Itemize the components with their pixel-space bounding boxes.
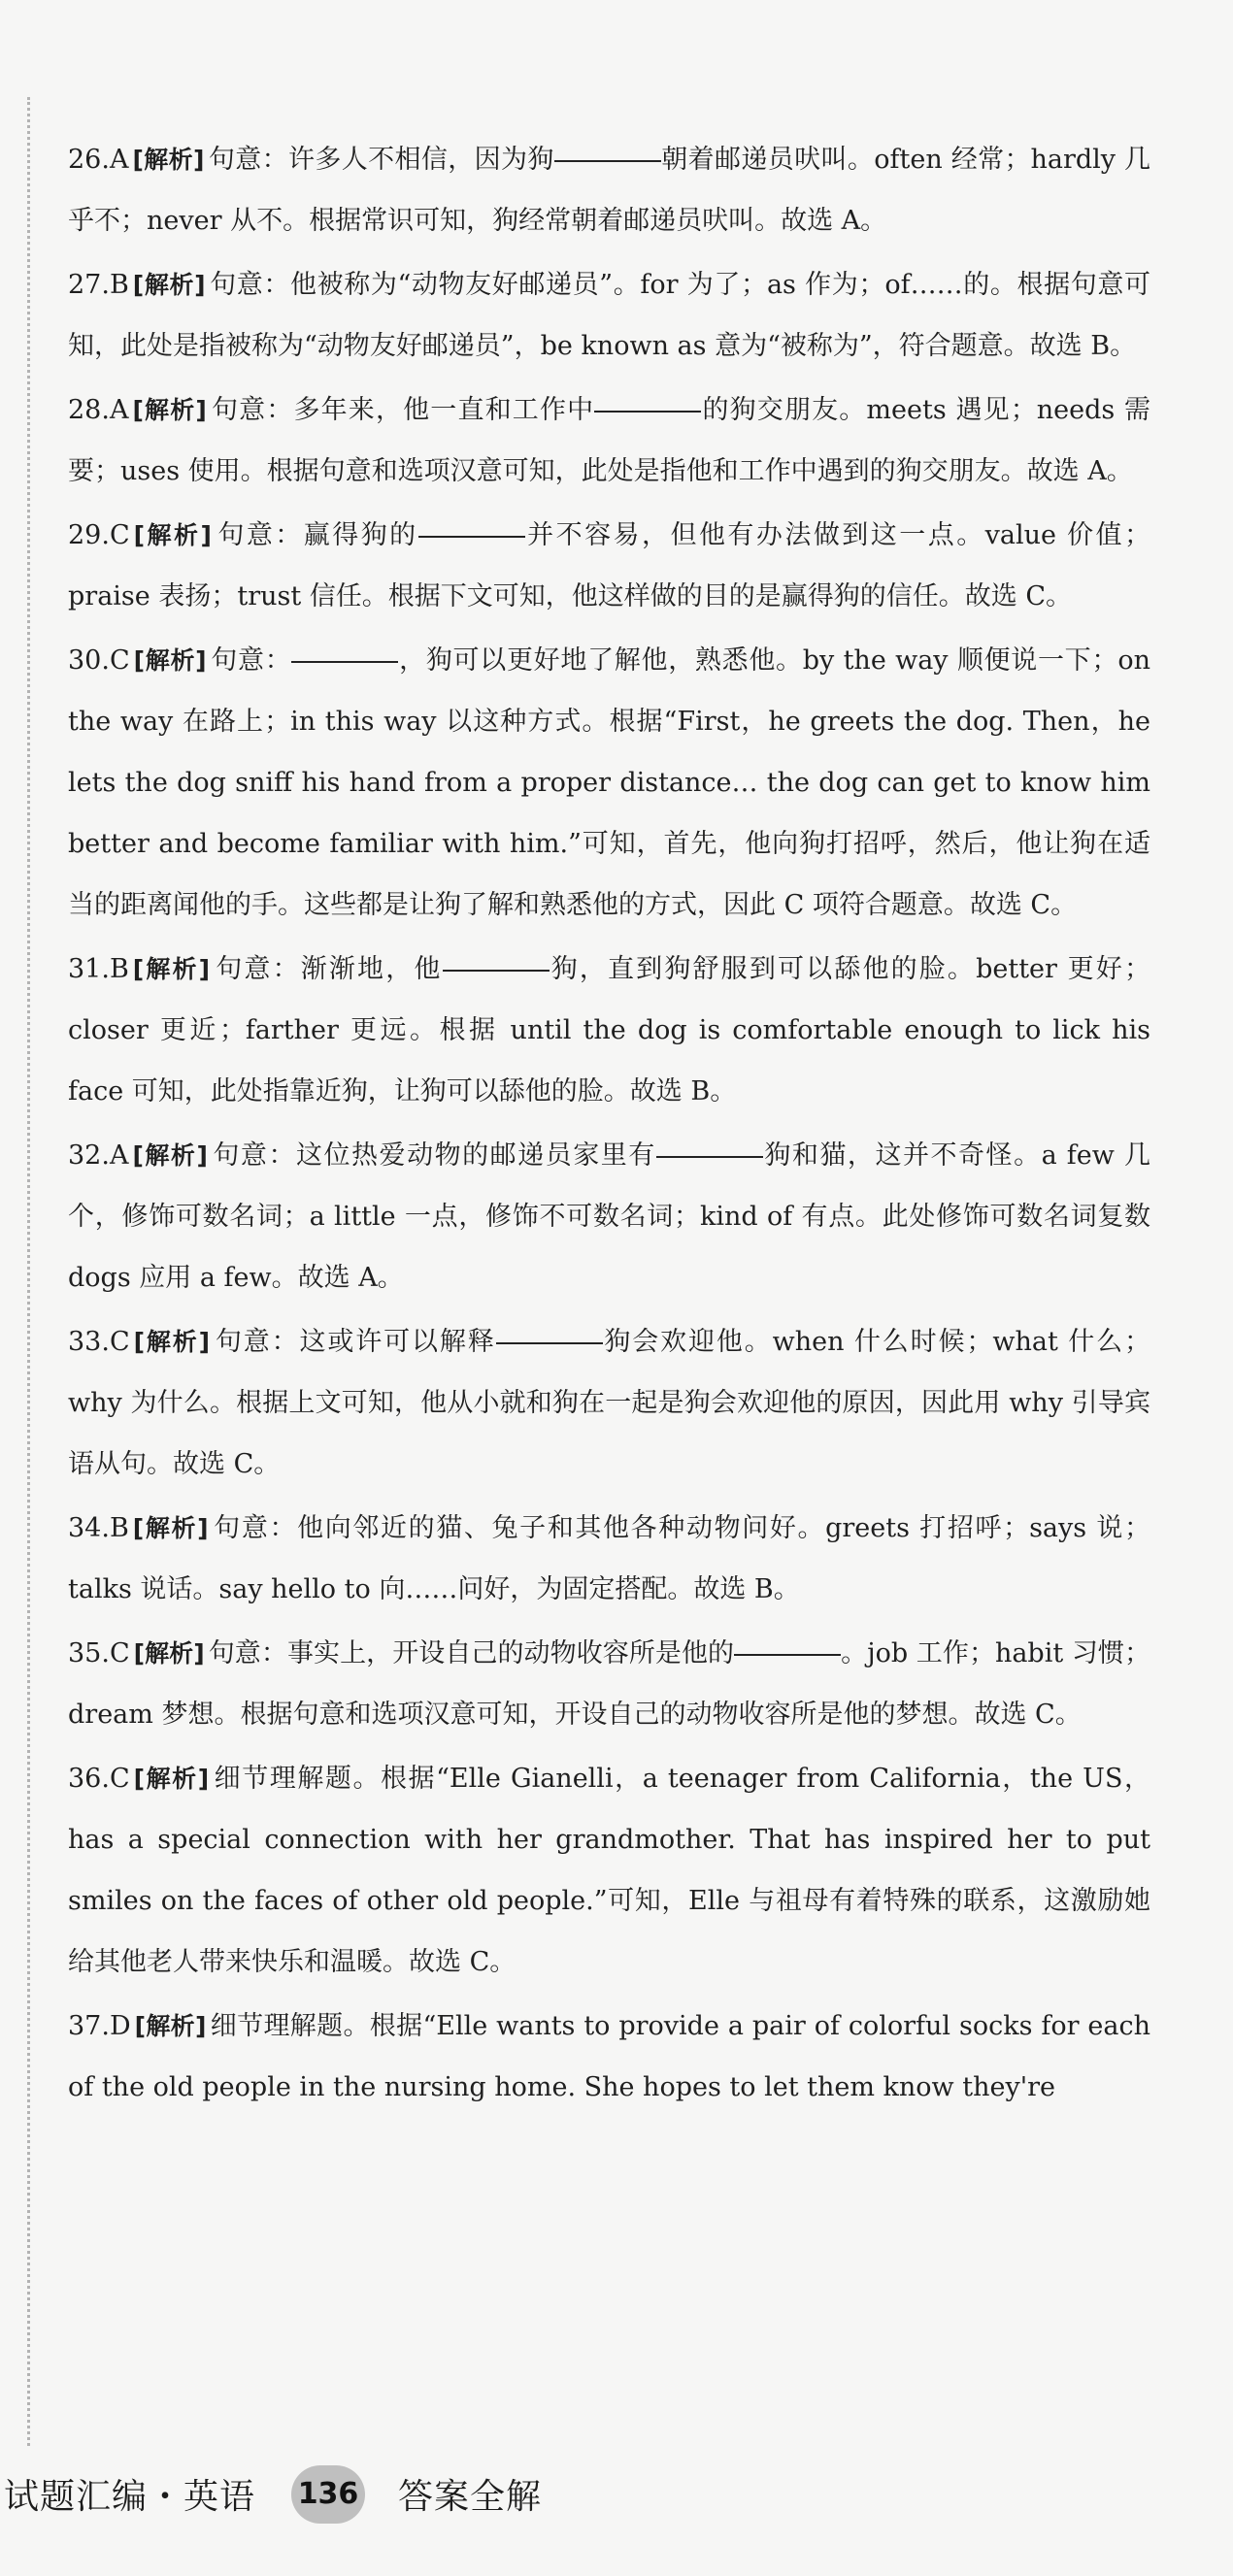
answer-item: 26.A [解析] 句意：许多人不相信，因为狗 朝着邮递员吠叫。often 经常；hardly 几乎不；never 从不。根据常识可知，狗经常朝着邮递员吠叫。故选 A。 <box>68 145 1151 236</box>
answer-item: 35.C [解析] 句意：事实上，开设自己的动物收容所是他的 。job 工作；habit 习惯；dream 梦想。根据句意和选项汉意可知，开设自己的动物收容所是他的梦想。故选 C。 <box>68 1638 1150 1730</box>
answer-item: 28.A [解析] 句意：多年来，他一直和工作中 的狗交朋友。meets 遇见；needs 需要；uses 使用。根据句意和选项汉意可知，此处是指他和工作中遇到的狗交朋友。故选 A。 <box>68 395 1151 486</box>
blank-line <box>594 410 701 413</box>
blank-line <box>554 159 661 162</box>
answer-item: 32.A [解析] 句意：这位热爱动物的邮递员家里有 狗和猫，这并不奇怪。a few 几个，修饰可数名词；a little 一点，修饰不可数名词；kind of 有点。此处修饰可数名词复数 dogs 应用 a few。故选 A。 <box>68 1140 1150 1293</box>
answer-item: 31.B [解析] 句意：渐渐地，他 狗，直到狗舒服到可以舔他的脸。better 更好；closer 更近；farther 更远。根据 until the dog is comfortable enough to lick his face 可知，此处指靠近狗，让狗可以舔他的脸。故选 B。 <box>68 954 1150 1106</box>
blank-line <box>291 660 398 663</box>
blank-line <box>734 1653 841 1656</box>
page-footer <box>0 2465 1233 2562</box>
answer-item: 36.C [解析] 细节理解题。根据“Elle Gianelli，a teenager from California，the US，has a special connection with her grandmother. That has inspired her to put smiles on the faces of other old people.”可知，Elle 与祖母有着特殊的联系，这激励她给其他老人带来快乐和温暖。故选 C。 <box>68 1764 1150 1977</box>
answer-item: 30.C [解析] 句意： ，狗可以更好地了解他，熟悉他。by the way 顺便说一下；on the way 在路上；in this way 以这种方式。根据“First，he greets the dog. Then，he lets the dog sniff his hand from a proper distance… the dog can get to know him better and become familiar with him.”可知，首先，他向狗打招呼，然后，他让狗在适当的距离闻他的手。这些都是让狗了解和熟悉他的方式，因此 C 项符合题意。故选 C。 <box>68 645 1151 920</box>
answer-item: 37.D [解析] 细节理解题。根据“Elle wants to provide a pair of colorful socks for each of the old people in the nursing home. She hopes to let them know they're <box>68 2011 1150 2102</box>
section-title: 答案全解 <box>398 2477 543 2517</box>
page-number: 136 <box>291 2465 365 2524</box>
answer-item: 29.C [解析] 句意：赢得狗的 并不容易，但他有办法做到这一点。value 价值；praise 表扬；trust 信任。根据下文可知，他这样做的目的是赢得狗的信任。故选 C。 <box>68 520 1151 611</box>
margin-dotted-rule <box>27 97 30 2446</box>
blank-line <box>418 535 525 538</box>
answer-item: 34.B [解析] 句意：他向邻近的猫、兔子和其他各种动物问好。greets 打招呼；says 说；talks 说话。say hello to 向……问好，为固定搭配。故选 B。 <box>68 1513 1150 1604</box>
answer-item: 27.B [解析] 句意：他被称为“动物友好邮递员”。for 为了；as 作为；of……的。根据句意可知，此处是指被称为“动物友好邮递员”，be known as 意为“被称为”，符合题意。故选 B。 <box>68 270 1150 361</box>
book-title: 试题汇编・英语 <box>4 2477 256 2517</box>
answer-explanations <box>68 129 1150 2121</box>
blank-line <box>443 969 550 972</box>
answer-item: 33.C [解析] 句意：这或许可以解释 狗会欢迎他。when 什么时候；what 什么；why 为什么。根据上文可知，他从小就和狗在一起是狗会欢迎他的原因，因此用 why 引导宾语从句。故选 C。 <box>68 1327 1150 1479</box>
blank-line <box>656 1155 763 1158</box>
blank-line <box>496 1341 603 1344</box>
